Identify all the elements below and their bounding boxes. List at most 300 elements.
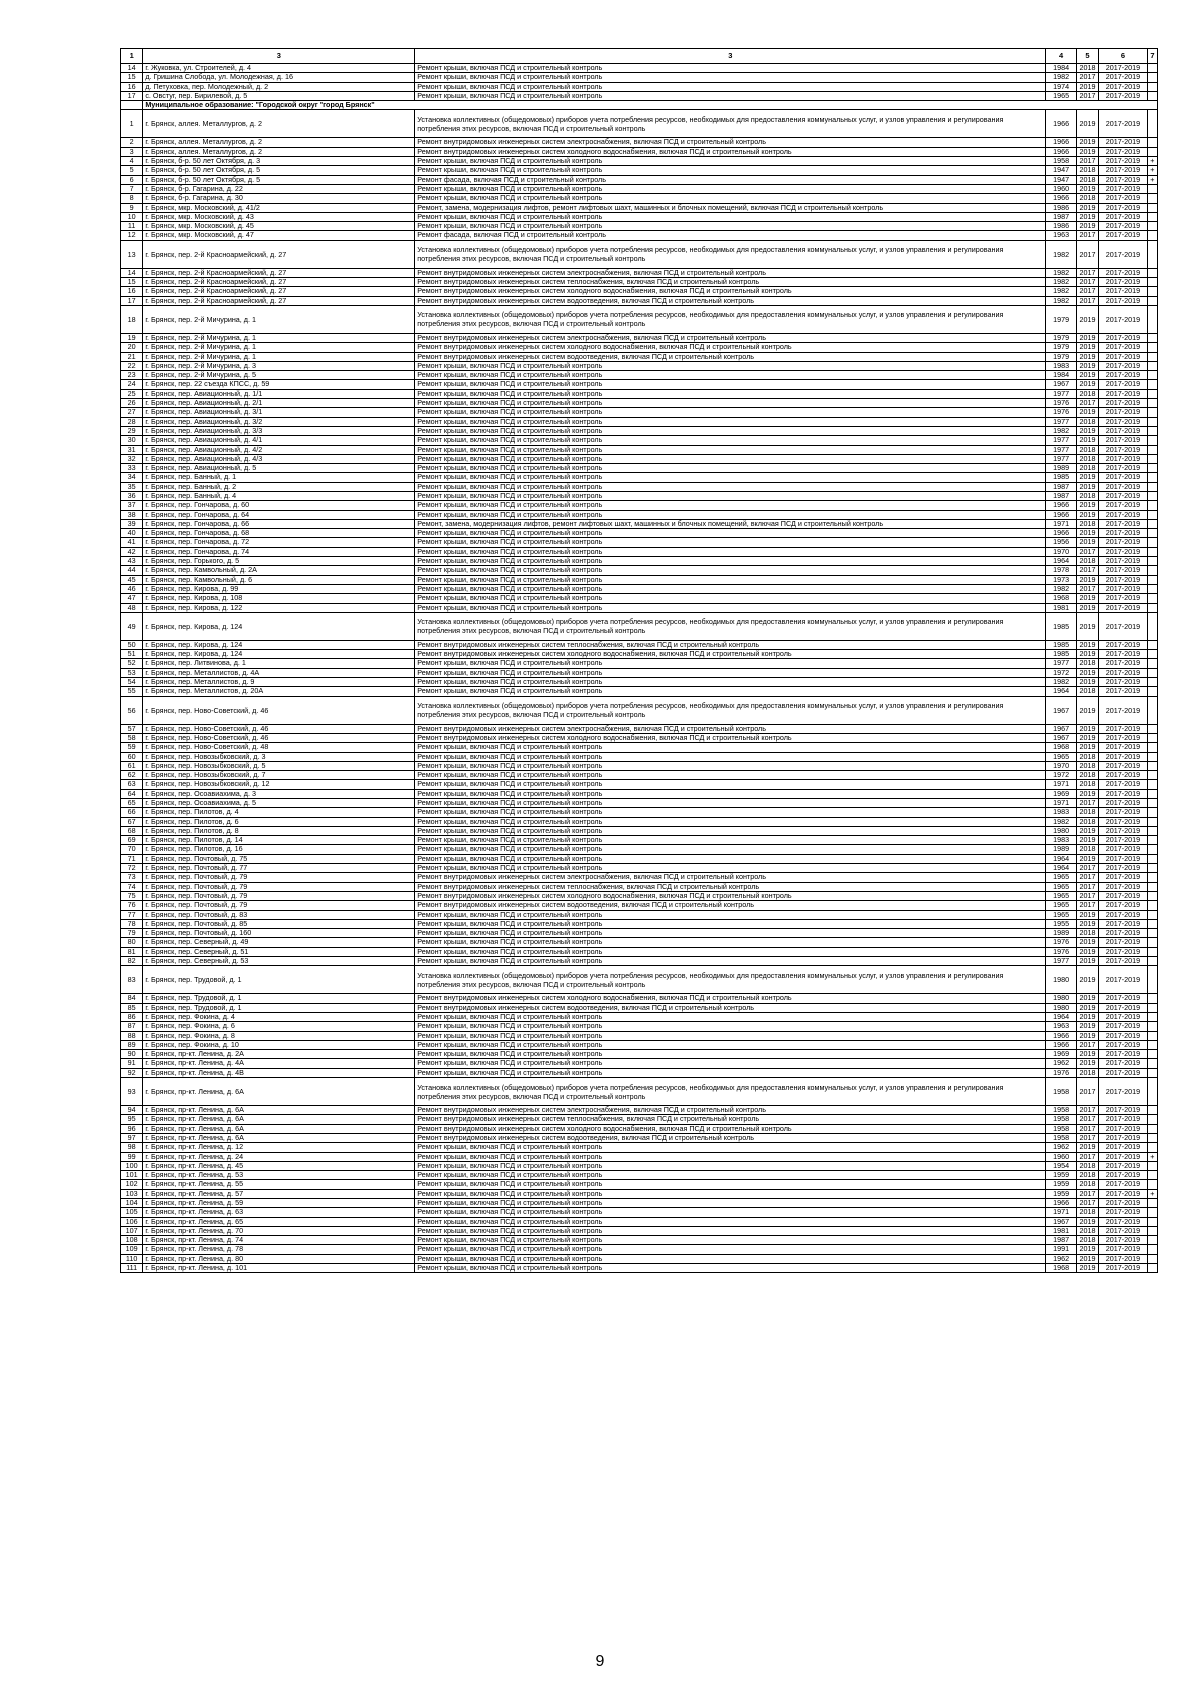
address-cell: г. Брянск, пер. Литвинова, д. 1 (143, 659, 415, 668)
mark-cell: + (1147, 175, 1157, 184)
work-type-cell: Ремонт крыши, включая ПСД и строительный контроль (415, 1040, 1046, 1049)
address-cell: г. Брянск, пер. Гончарова, д. 64 (143, 510, 415, 519)
work-type-cell: Ремонт крыши, включая ПСД и строительный контроль (415, 938, 1046, 947)
table-row (121, 91, 1158, 100)
table-row (121, 73, 1158, 82)
mark-cell (1147, 73, 1157, 82)
mark-cell (1147, 1031, 1157, 1040)
table-row (121, 1264, 1158, 1273)
table-row (121, 1124, 1158, 1133)
year-built-cell: 1978 (1046, 566, 1076, 575)
plan-year-cell: 2019 (1076, 138, 1098, 147)
plan-year-cell: 2018 (1076, 1068, 1098, 1077)
address-cell: г. Брянск, пр-кт. Ленина, д. 45 (143, 1161, 415, 1170)
table-row (121, 994, 1158, 1003)
period-cell: 2017-2019 (1099, 873, 1148, 882)
table-row (121, 1161, 1158, 1170)
year-built-cell: 1976 (1046, 408, 1076, 417)
work-type-cell: Ремонт крыши, включая ПСД и строительный контроль (415, 1180, 1046, 1189)
period-cell: 2017-2019 (1099, 91, 1148, 100)
mark-cell (1147, 147, 1157, 156)
table-row (121, 919, 1158, 928)
mark-cell: + (1147, 1152, 1157, 1161)
plan-year-cell: 2017 (1076, 1189, 1098, 1198)
plan-year-cell: 2019 (1076, 678, 1098, 687)
plan-year-cell: 2019 (1076, 650, 1098, 659)
table-row (121, 408, 1158, 417)
row-number: 107 (121, 1226, 143, 1235)
row-number: 46 (121, 584, 143, 593)
year-built-cell: 1966 (1046, 529, 1076, 538)
plan-year-cell: 2019 (1076, 1059, 1098, 1068)
mark-cell (1147, 910, 1157, 919)
year-built-cell: 1967 (1046, 1217, 1076, 1226)
work-type-cell: Ремонт крыши, включая ПСД и строительный контроль (415, 1236, 1046, 1245)
mark-cell (1147, 1245, 1157, 1254)
mark-cell (1147, 445, 1157, 454)
address-cell: г. Брянск, пер. Металлистов, д. 9 (143, 678, 415, 687)
row-number: 11 (121, 222, 143, 231)
period-cell: 2017-2019 (1099, 1208, 1148, 1217)
mark-cell (1147, 864, 1157, 873)
plan-year-cell: 2018 (1076, 1161, 1098, 1170)
address-cell: г. Брянск, пер. Осоавиахима, д. 3 (143, 789, 415, 798)
year-built-cell: 1983 (1046, 836, 1076, 845)
period-cell: 2017-2019 (1099, 854, 1148, 863)
plan-year-cell: 2017 (1076, 1078, 1098, 1106)
table-row (121, 464, 1158, 473)
mark-cell (1147, 650, 1157, 659)
year-built-cell: 1981 (1046, 1226, 1076, 1235)
work-type-cell: Ремонт крыши, включая ПСД и строительный контроль (415, 566, 1046, 575)
row-number: 16 (121, 287, 143, 296)
work-type-cell: Ремонт крыши, включая ПСД и строительный контроль (415, 436, 1046, 445)
plan-year-cell: 2019 (1076, 1254, 1098, 1263)
municipality-title: Муниципальное образование: "Городской округ "город Брянск" (143, 101, 1158, 110)
work-type-cell: Ремонт крыши, включая ПСД и строительный контроль (415, 799, 1046, 808)
work-type-cell: Ремонт внутридомовых инженерных систем водоотведения, включая ПСД и строительный контроль (415, 352, 1046, 361)
year-built-cell: 1985 (1046, 473, 1076, 482)
address-cell: г. Брянск, пер. Новозыбковский, д. 7 (143, 771, 415, 780)
plan-year-cell: 2017 (1076, 584, 1098, 593)
address-cell: г. Брянск, б-р. 50 лет Октября, д. 5 (143, 175, 415, 184)
period-cell: 2017-2019 (1099, 408, 1148, 417)
mark-cell (1147, 482, 1157, 491)
mark-cell (1147, 668, 1157, 677)
plan-year-cell: 2019 (1076, 1245, 1098, 1254)
address-cell: г. Брянск, пер. Горького, д. 5 (143, 557, 415, 566)
plan-year-cell: 2019 (1076, 1031, 1098, 1040)
work-type-cell: Ремонт внутридомовых инженерных систем холодного водоснабжения, включая ПСД и строительный контроль (415, 650, 1046, 659)
address-cell: г. Брянск, пер. Северный, д. 49 (143, 938, 415, 947)
mark-cell (1147, 1264, 1157, 1273)
work-type-cell: Ремонт крыши, включая ПСД и строительный контроль (415, 510, 1046, 519)
work-type-cell: Ремонт крыши, включая ПСД и строительный контроль (415, 594, 1046, 603)
mark-cell (1147, 184, 1157, 193)
row-number: 98 (121, 1143, 143, 1152)
period-cell: 2017-2019 (1099, 82, 1148, 91)
table-row (121, 1031, 1158, 1040)
plan-year-cell: 2019 (1076, 371, 1098, 380)
period-cell: 2017-2019 (1099, 603, 1148, 612)
work-type-cell: Ремонт крыши, включая ПСД и строительный контроль (415, 1264, 1046, 1273)
year-built-cell: 1967 (1046, 724, 1076, 733)
mark-cell (1147, 408, 1157, 417)
year-built-cell: 1982 (1046, 678, 1076, 687)
period-cell: 2017-2019 (1099, 752, 1148, 761)
plan-year-cell: 2019 (1076, 380, 1098, 389)
work-type-cell: Ремонт крыши, включая ПСД и строительный контроль (415, 659, 1046, 668)
work-type-cell: Ремонт внутридомовых инженерных систем холодного водоснабжения, включая ПСД и строительный контроль (415, 1124, 1046, 1133)
mark-cell (1147, 612, 1157, 640)
period-cell: 2017-2019 (1099, 305, 1148, 333)
year-built-cell: 1983 (1046, 808, 1076, 817)
mark-cell (1147, 417, 1157, 426)
row-number: 73 (121, 873, 143, 882)
plan-year-cell: 2019 (1076, 482, 1098, 491)
period-cell: 2017-2019 (1099, 510, 1148, 519)
row-number: 72 (121, 864, 143, 873)
row-number: 30 (121, 436, 143, 445)
row-number: 40 (121, 529, 143, 538)
plan-year-cell: 2019 (1076, 212, 1098, 221)
address-cell: г. Жуковка, ул. Строителей, д. 4 (143, 64, 415, 73)
address-cell: г. Брянск, пер. Банный, д. 4 (143, 491, 415, 500)
row-number: 45 (121, 575, 143, 584)
year-built-cell: 1958 (1046, 157, 1076, 166)
plan-year-cell: 2019 (1076, 789, 1098, 798)
row-number: 10 (121, 212, 143, 221)
table-row (121, 594, 1158, 603)
mark-cell (1147, 901, 1157, 910)
address-cell: г. Брянск, пер. Пилотов, д. 6 (143, 817, 415, 826)
address-cell: г. Брянск, пер. Камвольный, д. 6 (143, 575, 415, 584)
address-cell: г. Брянск, пер. Кирова, д. 124 (143, 612, 415, 640)
row-number: 91 (121, 1059, 143, 1068)
row-number: 57 (121, 724, 143, 733)
row-number: 28 (121, 417, 143, 426)
row-number: 99 (121, 1152, 143, 1161)
mark-cell (1147, 287, 1157, 296)
table-row (121, 1217, 1158, 1226)
mark-cell (1147, 464, 1157, 473)
work-type-cell: Ремонт крыши, включая ПСД и строительный контроль (415, 743, 1046, 752)
address-cell: г. Брянск, пер. Ново-Советский, д. 46 (143, 724, 415, 733)
row-number: 4 (121, 157, 143, 166)
plan-year-cell: 2019 (1076, 184, 1098, 193)
row-number: 66 (121, 808, 143, 817)
address-cell: г. Брянск, мкр. Московский, д. 47 (143, 231, 415, 240)
row-number: 8 (121, 194, 143, 203)
row-number: 31 (121, 445, 143, 454)
table-row (121, 938, 1158, 947)
address-cell: г. Брянск, пер. 2-й Красноармейский, д. 27 (143, 287, 415, 296)
row-number: 92 (121, 1068, 143, 1077)
plan-year-cell: 2017 (1076, 91, 1098, 100)
period-cell: 2017-2019 (1099, 278, 1148, 287)
row-number: 12 (121, 231, 143, 240)
period-cell: 2017-2019 (1099, 194, 1148, 203)
work-type-cell: Ремонт крыши, включая ПСД и строительный контроль (415, 668, 1046, 677)
row-number: 39 (121, 519, 143, 528)
plan-year-cell: 2017 (1076, 1133, 1098, 1142)
year-built-cell: 1974 (1046, 82, 1076, 91)
table-row (121, 780, 1158, 789)
plan-year-cell: 2019 (1076, 826, 1098, 835)
plan-year-cell: 2019 (1076, 919, 1098, 928)
table-row (121, 1152, 1158, 1161)
plan-year-cell: 2019 (1076, 222, 1098, 231)
plan-year-cell: 2019 (1076, 352, 1098, 361)
work-type-cell: Ремонт крыши, включая ПСД и строительный контроль (415, 491, 1046, 500)
period-cell: 2017-2019 (1099, 1022, 1148, 1031)
plan-year-cell: 2018 (1076, 817, 1098, 826)
year-built-cell: 1964 (1046, 557, 1076, 566)
table-row (121, 1050, 1158, 1059)
row-number: 2 (121, 138, 143, 147)
row-number: 15 (121, 278, 143, 287)
period-cell: 2017-2019 (1099, 891, 1148, 900)
period-cell: 2017-2019 (1099, 966, 1148, 994)
plan-year-cell: 2019 (1076, 854, 1098, 863)
mark-cell (1147, 836, 1157, 845)
work-type-cell: Установка коллективных (общедомовых) приборов учета потребления ресурсов, необходимых для предоставления коммунальных услуг, и узлов управления и регулирования потребления этих ресурсов, включая ПСД и строительный контроль (415, 696, 1046, 724)
plan-year-cell: 2019 (1076, 361, 1098, 370)
address-cell: г. Брянск, пер. Камвольный, д. 2А (143, 566, 415, 575)
period-cell: 2017-2019 (1099, 538, 1148, 547)
period-cell: 2017-2019 (1099, 1264, 1148, 1273)
year-built-cell: 1986 (1046, 203, 1076, 212)
table-row (121, 789, 1158, 798)
period-cell: 2017-2019 (1099, 743, 1148, 752)
mark-cell (1147, 696, 1157, 724)
row-number: 82 (121, 957, 143, 966)
table-row (121, 678, 1158, 687)
year-built-cell: 1972 (1046, 668, 1076, 677)
period-cell: 2017-2019 (1099, 138, 1148, 147)
table-row (121, 1078, 1158, 1106)
mark-cell (1147, 1106, 1157, 1115)
row-number: 79 (121, 929, 143, 938)
year-built-cell: 1982 (1046, 287, 1076, 296)
row-number: 15 (121, 73, 143, 82)
mark-cell (1147, 799, 1157, 808)
row-number: 26 (121, 399, 143, 408)
period-cell: 2017-2019 (1099, 1236, 1148, 1245)
address-cell: г. Брянск, пер. 2-й Мичурина, д. 1 (143, 352, 415, 361)
table-row (121, 296, 1158, 305)
table-row (121, 1254, 1158, 1263)
year-built-cell: 1979 (1046, 333, 1076, 342)
period-cell: 2017-2019 (1099, 1171, 1148, 1180)
period-cell: 2017-2019 (1099, 1115, 1148, 1124)
year-built-cell: 1958 (1046, 1106, 1076, 1115)
mark-cell (1147, 1059, 1157, 1068)
plan-year-cell: 2019 (1076, 1264, 1098, 1273)
row-number: 20 (121, 343, 143, 352)
work-type-cell: Ремонт внутридомовых инженерных систем холодного водоснабжения, включая ПСД и строительный контроль (415, 994, 1046, 1003)
year-built-cell: 1956 (1046, 538, 1076, 547)
year-built-cell: 1964 (1046, 864, 1076, 873)
row-number: 25 (121, 389, 143, 398)
plan-year-cell: 2017 (1076, 278, 1098, 287)
year-built-cell: 1965 (1046, 910, 1076, 919)
work-type-cell: Установка коллективных (общедомовых) приборов учета потребления ресурсов, необходимых для предоставления коммунальных услуг, и узлов управления и регулирования потребления этих ресурсов, включая ПСД и строительный контроль (415, 1078, 1046, 1106)
address-cell: г. Брянск, пер. Почтовый, д. 79 (143, 873, 415, 882)
table-row (121, 1198, 1158, 1207)
plan-year-cell: 2019 (1076, 910, 1098, 919)
row-number: 90 (121, 1050, 143, 1059)
row-number: 84 (121, 994, 143, 1003)
mark-cell (1147, 1226, 1157, 1235)
address-cell: д. Гришина Слобода, ул. Молодежная, д. 16 (143, 73, 415, 82)
period-cell: 2017-2019 (1099, 222, 1148, 231)
year-built-cell: 1977 (1046, 454, 1076, 463)
table-row (121, 371, 1158, 380)
work-type-cell: Ремонт крыши, включая ПСД и строительный контроль (415, 538, 1046, 547)
table-row (121, 947, 1158, 956)
address-cell: г. Брянск, пер. 2-й Мичурина, д. 3 (143, 361, 415, 370)
year-built-cell: 1977 (1046, 659, 1076, 668)
mark-cell (1147, 743, 1157, 752)
period-cell: 2017-2019 (1099, 1133, 1148, 1142)
address-cell: г. Брянск, пер. Кирова, д. 124 (143, 650, 415, 659)
table-row (121, 519, 1158, 528)
table-header-row (121, 49, 1158, 64)
year-built-cell: 1967 (1046, 696, 1076, 724)
table-row (121, 287, 1158, 296)
mark-cell (1147, 678, 1157, 687)
row-number: 60 (121, 752, 143, 761)
year-built-cell: 1984 (1046, 64, 1076, 73)
period-cell: 2017-2019 (1099, 1180, 1148, 1189)
year-built-cell: 1982 (1046, 73, 1076, 82)
plan-year-cell: 2019 (1076, 426, 1098, 435)
work-type-cell: Ремонт крыши, включая ПСД и строительный контроль (415, 1012, 1046, 1021)
address-cell: г. Брянск, пер. 2-й Мичурина, д. 5 (143, 371, 415, 380)
row-number: 41 (121, 538, 143, 547)
period-cell: 2017-2019 (1099, 771, 1148, 780)
mark-cell (1147, 919, 1157, 928)
work-type-cell: Ремонт крыши, включая ПСД и строительный контроль (415, 919, 1046, 928)
work-type-cell: Ремонт крыши, включая ПСД и строительный контроль (415, 417, 1046, 426)
row-number: 37 (121, 501, 143, 510)
table-row (121, 808, 1158, 817)
plan-year-cell: 2017 (1076, 268, 1098, 277)
table-body-bryansk (121, 110, 1158, 1273)
work-type-cell: Ремонт внутридомовых инженерных систем водоотведения, включая ПСД и строительный контроль (415, 1003, 1046, 1012)
row-number: 38 (121, 510, 143, 519)
address-cell: г. Брянск, пер. Осоавиахима, д. 5 (143, 799, 415, 808)
year-built-cell: 1968 (1046, 1264, 1076, 1273)
row-number: 13 (121, 240, 143, 268)
period-cell: 2017-2019 (1099, 799, 1148, 808)
plan-year-cell: 2018 (1076, 454, 1098, 463)
period-cell: 2017-2019 (1099, 668, 1148, 677)
row-number: 93 (121, 1078, 143, 1106)
mark-cell (1147, 203, 1157, 212)
address-cell: г. Брянск, б-р. 50 лет Октября, д. 5 (143, 166, 415, 175)
mark-cell (1147, 501, 1157, 510)
plan-year-cell: 2019 (1076, 640, 1098, 649)
address-cell: г. Брянск, пер. Фокина, д. 10 (143, 1040, 415, 1049)
plan-year-cell: 2019 (1076, 957, 1098, 966)
work-type-cell: Ремонт внутридомовых инженерных систем водоотведения, включая ПСД и строительный контроль (415, 296, 1046, 305)
period-cell: 2017-2019 (1099, 584, 1148, 593)
table-row (121, 380, 1158, 389)
plan-year-cell: 2018 (1076, 491, 1098, 500)
address-cell: г. Брянск, пер. Гончарова, д. 74 (143, 547, 415, 556)
row-number: 97 (121, 1133, 143, 1142)
mark-cell (1147, 752, 1157, 761)
work-type-cell: Ремонт крыши, включая ПСД и строительный контроль (415, 826, 1046, 835)
plan-year-cell: 2019 (1076, 594, 1098, 603)
row-number: 85 (121, 1003, 143, 1012)
work-type-cell: Ремонт крыши, включая ПСД и строительный контроль (415, 1068, 1046, 1077)
row-number: 77 (121, 910, 143, 919)
header-cell: 4 (1046, 49, 1076, 64)
period-cell: 2017-2019 (1099, 1040, 1148, 1049)
work-type-cell: Ремонт крыши, включая ПСД и строительный контроль (415, 82, 1046, 91)
period-cell: 2017-2019 (1099, 566, 1148, 575)
plan-year-cell: 2019 (1076, 147, 1098, 156)
plan-year-cell: 2019 (1076, 1003, 1098, 1012)
table-row (121, 1106, 1158, 1115)
mark-cell (1147, 1217, 1157, 1226)
work-type-cell: Ремонт крыши, включая ПСД и строительный контроль (415, 91, 1046, 100)
address-cell: г. Брянск, пер. 2-й Красноармейский, д. 27 (143, 240, 415, 268)
plan-year-cell: 2017 (1076, 1106, 1098, 1115)
work-type-cell: Ремонт крыши, включая ПСД и строительный контроль (415, 194, 1046, 203)
year-built-cell: 1982 (1046, 426, 1076, 435)
address-cell: г. Брянск, пер. Металлистов, д. 4А (143, 668, 415, 677)
row-number: 23 (121, 371, 143, 380)
year-built-cell: 1947 (1046, 175, 1076, 184)
address-cell: г. Брянск, пр-кт. Ленина, д. 55 (143, 1180, 415, 1189)
table-row (121, 64, 1158, 73)
mark-cell (1147, 584, 1157, 593)
mark-cell (1147, 1078, 1157, 1106)
table-row (121, 650, 1158, 659)
mark-cell: + (1147, 166, 1157, 175)
plan-year-cell: 2017 (1076, 1040, 1098, 1049)
mark-cell (1147, 268, 1157, 277)
address-cell: г. Брянск, пр-кт. Ленина, д. 6А (143, 1115, 415, 1124)
period-cell: 2017-2019 (1099, 166, 1148, 175)
period-cell: 2017-2019 (1099, 919, 1148, 928)
work-type-cell: Ремонт крыши, включая ПСД и строительный контроль (415, 1208, 1046, 1217)
header-cell: 3 (415, 49, 1046, 64)
table-row (121, 854, 1158, 863)
period-cell: 2017-2019 (1099, 1078, 1148, 1106)
table-row (121, 687, 1158, 696)
year-built-cell: 1971 (1046, 780, 1076, 789)
address-cell: г. Брянск, пер. 2-й Мичурина, д. 1 (143, 343, 415, 352)
plan-year-cell: 2017 (1076, 399, 1098, 408)
plan-year-cell: 2019 (1076, 612, 1098, 640)
address-cell: г. Брянск, аллея. Металлургов, д. 2 (143, 138, 415, 147)
period-cell: 2017-2019 (1099, 1152, 1148, 1161)
work-type-cell: Ремонт крыши, включая ПСД и строительный контроль (415, 1245, 1046, 1254)
work-type-cell: Ремонт крыши, включая ПСД и строительный контроль (415, 1189, 1046, 1198)
period-cell: 2017-2019 (1099, 1254, 1148, 1263)
mark-cell (1147, 733, 1157, 742)
work-type-cell: Ремонт внутридомовых инженерных систем электроснабжения, включая ПСД и строительный контроль (415, 333, 1046, 342)
mark-cell (1147, 538, 1157, 547)
table-row (121, 352, 1158, 361)
address-cell: г. Брянск, пер. Гончарова, д. 60 (143, 501, 415, 510)
address-cell: г. Брянск, пер. Авиационный, д. 4/2 (143, 445, 415, 454)
